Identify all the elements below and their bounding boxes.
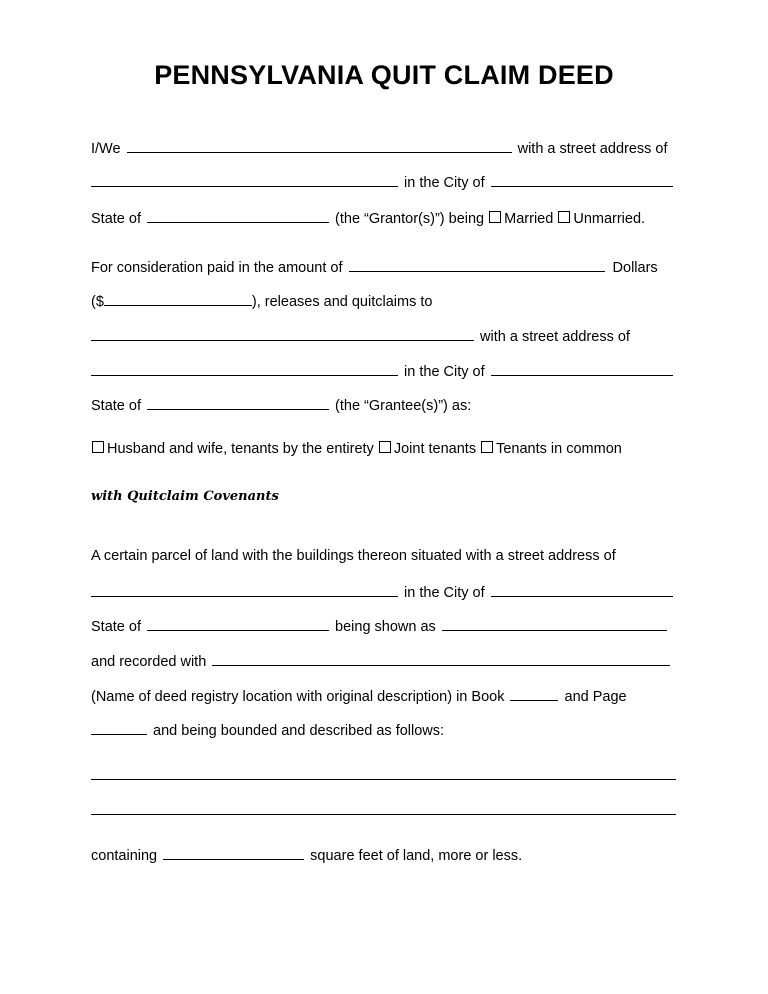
grantee-state-label: State of [91, 398, 141, 414]
parcel-state-line [91, 616, 669, 636]
description-line-2[interactable] [91, 814, 676, 815]
grantee-role-text: (the “Grantee(s)”) as: [335, 398, 472, 414]
tenants-in-common-checkbox[interactable] [481, 441, 493, 453]
parcel-city-label: in the City of [404, 585, 485, 601]
joint-tenants-label: Joint tenants [393, 441, 477, 457]
grantee-state-line [91, 395, 471, 415]
paren-suffix: ), releases and quitclaims to [251, 294, 433, 310]
registry-text: (Name of deed registry location with original description) in Book [91, 689, 505, 705]
grantee-address-suffix: with a street address of [480, 329, 630, 345]
consideration-suffix: Dollars [612, 260, 658, 276]
parcel-intro-text: A certain parcel of land with the buildings thereon situated with a street address of [91, 548, 616, 564]
grantor-state-line [91, 208, 645, 228]
joint-tenants-checkbox[interactable] [379, 441, 391, 453]
married-checkbox[interactable] [489, 211, 501, 223]
grantor-street-field[interactable] [91, 172, 398, 187]
grantor-address-line [89, 172, 675, 192]
married-label: Married [504, 211, 554, 227]
covenants-heading: with Quitclaim Covenants [91, 489, 279, 504]
unmarried-label: Unmarried. [573, 211, 646, 227]
recorded-with-label: and recorded with [91, 654, 207, 670]
paren-prefix: ($ [91, 294, 104, 310]
grantor-name-line [91, 138, 668, 158]
parcel-state-field[interactable] [147, 616, 329, 631]
recorded-with-line [91, 651, 672, 671]
grantor-state-label: State of [91, 211, 141, 227]
registry-field[interactable] [212, 651, 670, 666]
consideration-amount-field[interactable] [104, 291, 252, 306]
grantor-state-field[interactable] [147, 208, 329, 223]
grantor-role-text: (the “Grantor(s)”) being [335, 211, 485, 227]
bounded-text: and being bounded and described as follows: [153, 723, 445, 739]
tenancy-entirety-checkbox[interactable] [92, 441, 104, 453]
parcel-address-line [89, 582, 675, 602]
parcel-intro-line [91, 547, 616, 567]
parcel-street-field[interactable] [91, 582, 398, 597]
grantee-state-field[interactable] [147, 395, 329, 410]
unmarried-checkbox[interactable] [558, 211, 570, 223]
description-line-1[interactable] [91, 779, 676, 780]
grantee-city-field[interactable] [491, 361, 673, 376]
grantor-address-suffix: with a street address of [517, 141, 668, 157]
page-label: and Page [564, 689, 627, 705]
tenancy-options-line [91, 440, 622, 460]
grantee-address-line [89, 361, 675, 381]
square-feet-text: square feet of land, more or less. [310, 848, 523, 864]
consideration-amount-words-field[interactable] [349, 257, 605, 272]
grantee-city-label: in the City of [404, 364, 485, 380]
parcel-state-label: State of [91, 619, 141, 635]
grantor-city-label: in the City of [404, 175, 485, 191]
grantee-name-line [89, 326, 630, 346]
grantor-name-field[interactable] [127, 138, 512, 153]
parcel-city-field[interactable] [491, 582, 673, 597]
tenants-in-common-label: Tenants in common [496, 441, 622, 457]
book-page-line [91, 686, 627, 706]
shown-as-field[interactable] [442, 616, 667, 631]
book-field[interactable] [510, 686, 558, 701]
document-title: PENNSYLVANIA QUIT CLAIM DEED [154, 60, 614, 90]
grantor-prefix: I/We [91, 141, 121, 157]
grantor-city-field[interactable] [491, 172, 673, 187]
consideration-prefix: For consideration paid in the amount of [91, 260, 343, 276]
page-field[interactable] [91, 720, 147, 735]
square-feet-line [91, 845, 522, 865]
consideration-line [91, 257, 658, 277]
shown-as-label: being shown as [335, 619, 436, 635]
containing-label: containing [91, 848, 158, 864]
tenancy-entirety-label: Husband and wife, tenants by the entirety [107, 441, 374, 457]
square-feet-field[interactable] [163, 845, 304, 860]
consideration-amount-line [91, 291, 432, 311]
grantee-name-field[interactable] [91, 326, 474, 341]
grantee-street-field[interactable] [91, 361, 398, 376]
bounded-line [89, 720, 444, 740]
